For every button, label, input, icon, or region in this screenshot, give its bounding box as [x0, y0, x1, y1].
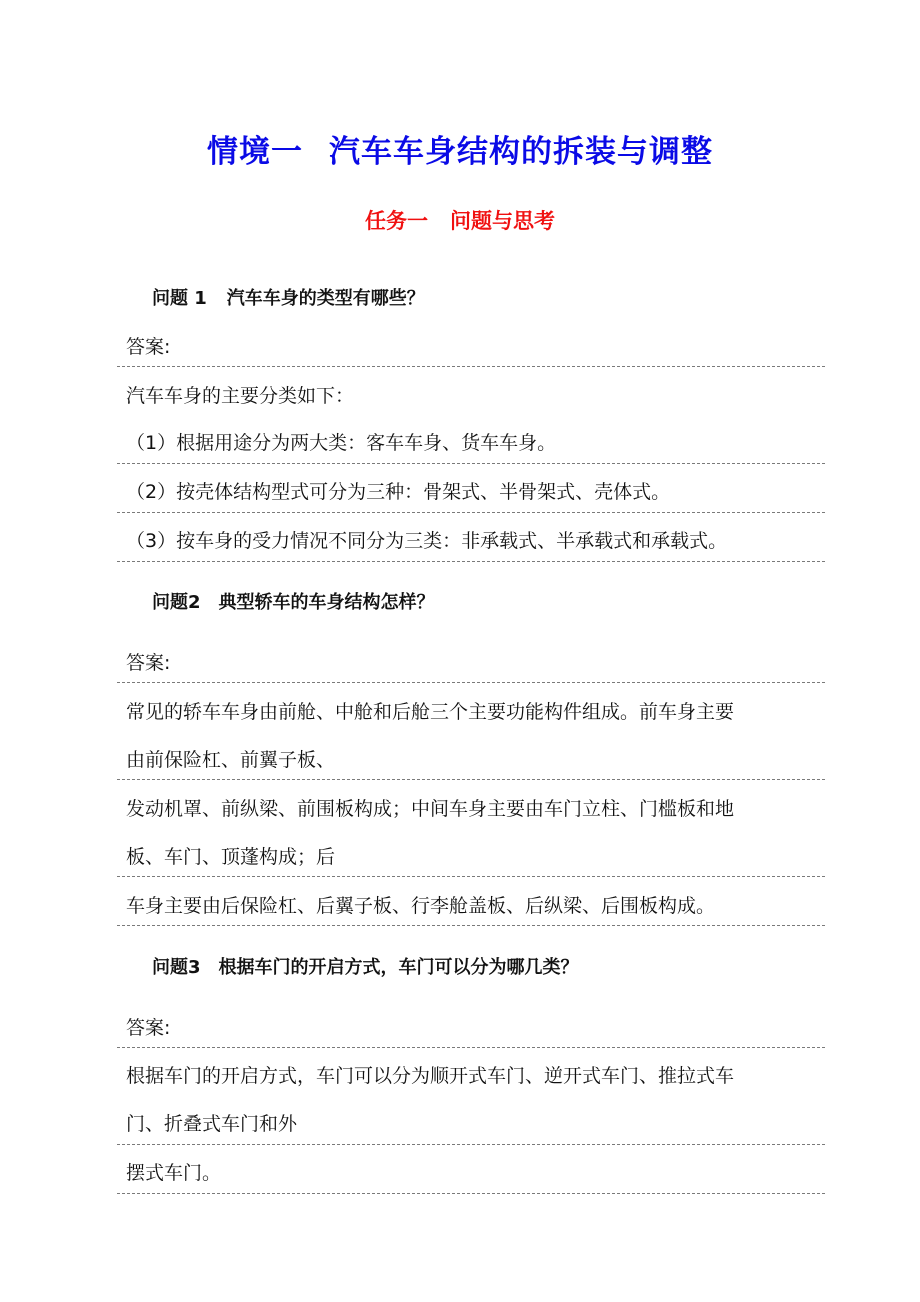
answer-line: 汽车车身的主要分类如下： — [126, 385, 355, 407]
answer-line: 车身主要由后保险杠、后翼子板、行李舱盖板、后纵梁、后围板构成。 — [126, 895, 716, 917]
answer-rule — [117, 512, 825, 513]
question-number: 问题2 — [152, 592, 201, 613]
answer-line: 由前保险杠、前翼子板、 — [126, 749, 336, 771]
title-part-1: 情境一 — [207, 134, 303, 170]
title-part-2: 汽车车身结构的拆装与调整 — [329, 134, 713, 170]
answer-line: （1）根据用途分为两大类：客车车身、货车车身。 — [126, 432, 557, 454]
answer-rule — [117, 561, 825, 562]
question-text: 根据车门的开启方式，车门可以分为哪几类？ — [218, 957, 579, 978]
answer-line: （2）按壳体结构型式可分为三种：骨架式、半骨架式、壳体式。 — [126, 481, 671, 503]
answer-rule — [117, 1047, 825, 1048]
answer-rule — [117, 682, 825, 683]
answer-line: 常见的轿车车身由前舱、中舱和后舱三个主要功能构件组成。前车身主要 — [126, 701, 735, 723]
answer-label: 答案: — [126, 336, 171, 358]
question-number: 问题 1 — [152, 288, 207, 309]
question-number: 问题3 — [152, 957, 201, 978]
question-text: 汽车车身的类型有哪些？ — [226, 288, 425, 309]
answer-line: 门、折叠式车门和外 — [126, 1113, 298, 1135]
answer-rule — [117, 779, 825, 780]
answer-line: 板、车门、顶蓬构成；后 — [126, 846, 336, 868]
answer-line: （3）按车身的受力情况不同分为三类：非承载式、半承载式和承载式。 — [126, 530, 728, 552]
answer-rule — [117, 1193, 825, 1194]
question-1-heading — [152, 284, 425, 310]
subtitle-part-1: 任务一 — [365, 209, 428, 233]
answer-line: 发动机罩、前纵梁、前围板构成；中间车身主要由车门立柱、门槛板和地 — [126, 798, 735, 820]
answer-line: 根据车门的开启方式，车门可以分为顺开式车门、逆开式车门、推拉式车 — [126, 1065, 735, 1087]
answer-rule — [117, 1144, 825, 1145]
subtitle-part-2: 问题与思考 — [450, 209, 555, 233]
answer-rule — [117, 925, 825, 926]
answer-rule — [117, 876, 825, 877]
answer-rule — [117, 366, 825, 367]
question-3-heading — [152, 953, 579, 979]
page-subtitle — [0, 205, 920, 235]
question-2-heading — [152, 588, 435, 614]
answer-rule — [117, 463, 825, 464]
answer-label: 答案: — [126, 1017, 171, 1039]
page-title — [0, 126, 920, 171]
answer-label: 答案: — [126, 652, 171, 674]
answer-line: 摆式车门。 — [126, 1162, 222, 1184]
question-text: 典型轿车的车身结构怎样？ — [218, 592, 435, 613]
